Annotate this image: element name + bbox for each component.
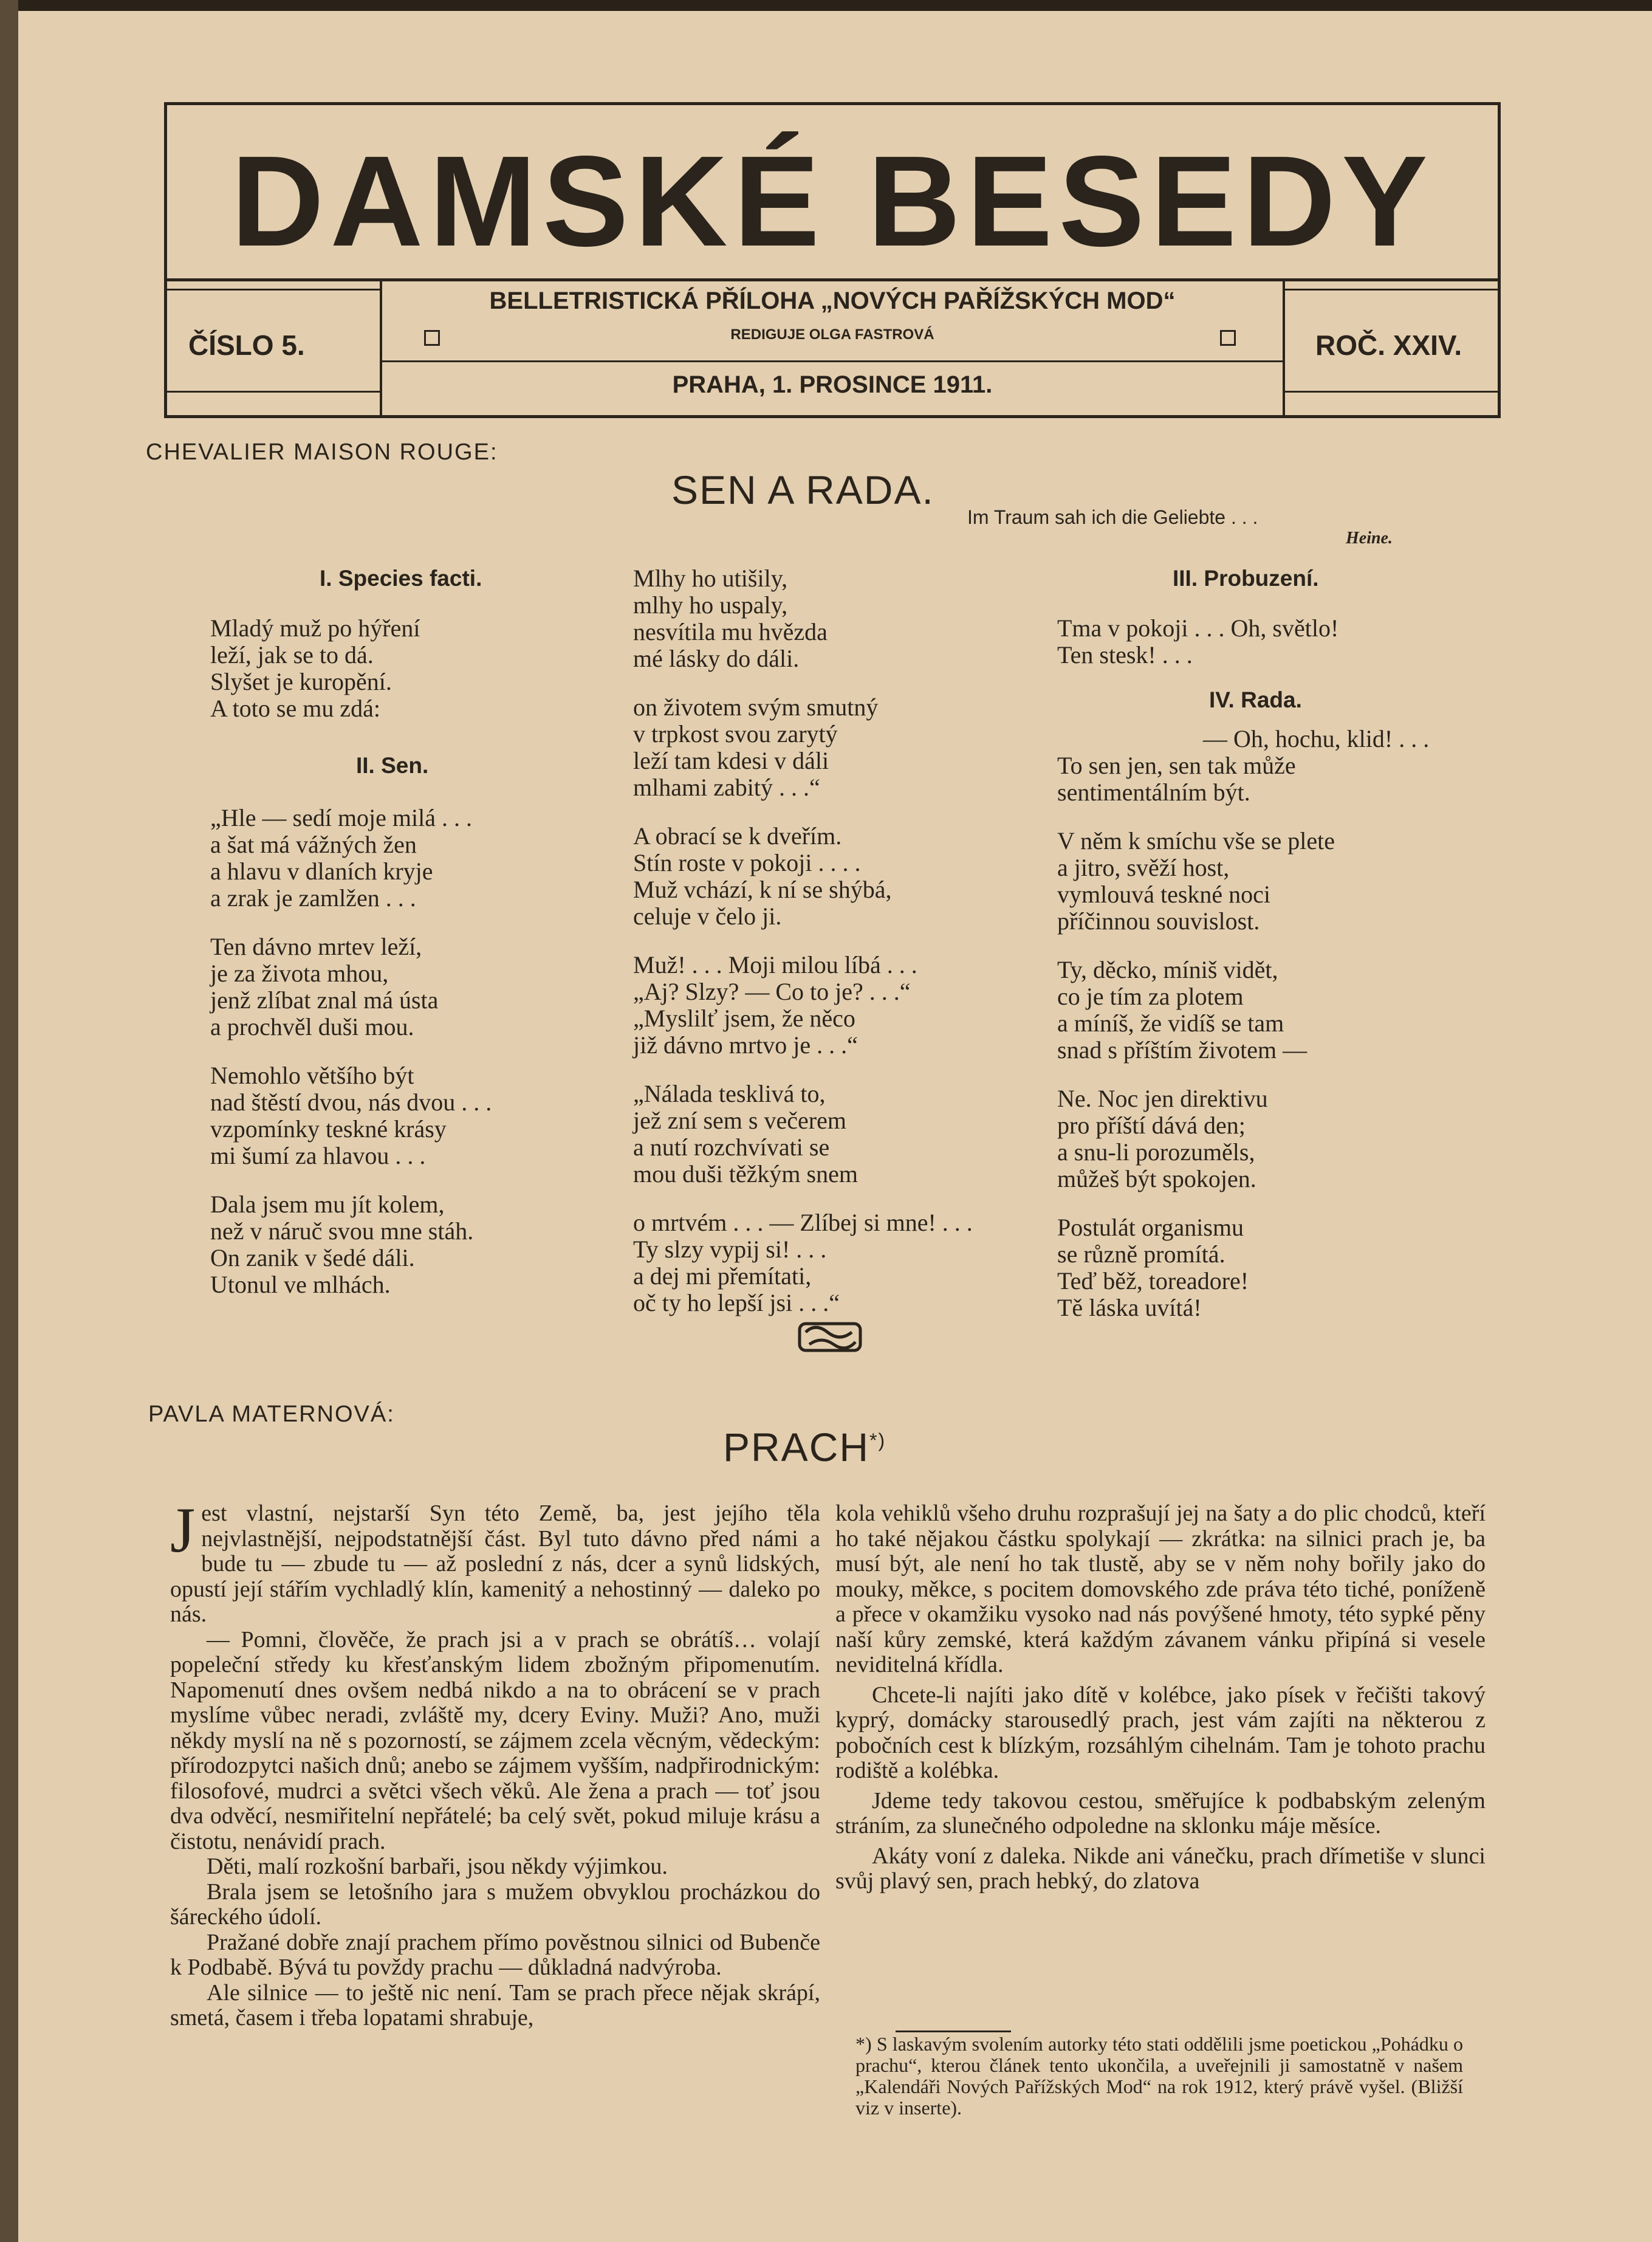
poem-stanza	[633, 952, 973, 1059]
poem-column-1	[210, 565, 492, 1320]
poem-line: a nutí rozchvívati se	[633, 1133, 830, 1161]
masthead	[164, 102, 1501, 418]
poem-line: Ne. Noc jen direktivu	[1057, 1085, 1268, 1112]
poem-stanza	[633, 565, 973, 672]
masthead-rule	[167, 391, 380, 393]
poem-line: je za života mhou,	[210, 960, 389, 987]
footnote-mark: *)	[869, 1429, 886, 1451]
footnote-rule	[896, 2031, 1011, 2032]
square-ornament-icon	[1220, 330, 1236, 346]
poem-line: Tma v pokoji . . . Oh, světlo!	[1057, 614, 1339, 642]
poem-stanza	[1057, 828, 1429, 935]
prose-paragraph: Chcete-li najíti jako dítě v kolébce, jako písek v řečišti takový kyprý, domácky starousedlý prach, jest vám zajíti na některou z pobočních cest k blízkým, rozsáhlým cihelnám. Tam je tohoto prachu rodiště a kolébka.	[835, 1682, 1486, 1783]
poem-stanza	[210, 1062, 492, 1169]
poem-line: Stín roste v pokoji . . . .	[633, 849, 861, 876]
poem-line: a prochvěl duši mou.	[210, 1013, 414, 1040]
poem-line: v trpkost svou zarytý	[633, 720, 838, 748]
poem-line: Ty slzy vypij si! . . .	[633, 1236, 827, 1263]
poem-line: „Hle — sedí moje milá . . .	[210, 804, 473, 831]
poem-line: leží tam kdesi v dáli	[633, 747, 829, 774]
poem-line: jež zní sem s večerem	[633, 1107, 846, 1134]
poem-stanza	[633, 1209, 973, 1316]
poem-line: Ten stesk! . . .	[1057, 641, 1193, 669]
poem-line: Muž! . . . Moji milou líbá . . .	[633, 951, 917, 978]
poem-line: On zanik v šedé dáli.	[210, 1244, 415, 1271]
poem-column-2	[633, 565, 973, 1338]
poem-line: mlhami zabitý . . .“	[633, 774, 820, 801]
poem-line: již dávno mrtvo je . . .“	[633, 1031, 858, 1059]
poem-line: snad s příštím životem —	[1057, 1036, 1308, 1064]
poem-stanza	[1057, 957, 1429, 1064]
poem-stanza	[1057, 726, 1429, 806]
newspaper-page	[18, 11, 1652, 2242]
poem-line: sentimentálním být.	[1057, 779, 1250, 806]
prose-author: PAVLA MATERNOVÁ:	[148, 1401, 395, 1427]
square-ornament-icon	[424, 330, 440, 346]
masthead-subtitle: BELLETRISTICKÁ PŘÍLOHA „NOVÝCH PAŘÍŽSKÝCH MOD“	[489, 287, 1176, 314]
poem-line: a jitro, svěží host,	[1057, 854, 1230, 881]
footnote: *) S laskavým svolením autorky této stati oddělili jsme poetickou „Pohádku o prachu“, kterou článek tento ukončila, a uveřejnili ji samostatně v našem „Kalendáři Nových Pařížských Mod“ na rok 1912, který právě vyšel. (Bližší viz v inserte).	[855, 2033, 1463, 2119]
poem-line: Muž vchází, k ní se shýbá,	[633, 876, 892, 903]
poem-stanza	[210, 615, 492, 722]
prose-column-left	[170, 1494, 820, 2031]
poem-line: vymlouvá teskné noci	[1057, 881, 1271, 908]
poem-line: „Myslilť jsem, že něco	[633, 1005, 855, 1032]
prose-paragraph: Ale silnice — to ještě nic není. Tam se prach přece nějak skrápí, smetá, časem i třeba lopatami shrabuje,	[170, 1979, 820, 2031]
masthead-rule	[1285, 391, 1498, 393]
poem-line: Ten dávno mrtev leží,	[210, 933, 422, 960]
poem-stanza	[210, 934, 492, 1040]
poem-line: než v náruč svou mne stáh.	[210, 1217, 474, 1245]
decorative-ornament-icon	[797, 1318, 864, 1357]
poem-section-heading: I. Species facti.	[320, 566, 482, 591]
poem-author: CHEVALIER MAISON ROUGE:	[146, 439, 498, 465]
poem-line: Slyšet je kuropění.	[210, 668, 392, 695]
poem-line: a zrak je zamlžen . . .	[210, 884, 416, 912]
poem-line: nesvítila mu hvězda	[633, 618, 828, 645]
poem-line: mé lásky do dáli.	[633, 645, 800, 672]
volume-number: ROČ. XXIV.	[1315, 329, 1462, 361]
prose-title-text: PRACH	[723, 1425, 870, 1470]
poem-line: — Oh, hochu, klid! . . .	[1203, 725, 1430, 752]
poem-line: Nemohlo většího být	[210, 1062, 414, 1089]
poem-line: vzpomínky teskné krásy	[210, 1115, 447, 1143]
prose-paragraph: Brala jsem se letošního jara s mužem obvyklou procházkou do šáreckého údolí.	[170, 1879, 820, 1930]
poem-line: a hlavu v dlaních kryje	[210, 858, 433, 885]
prose-paragraph: Děti, malí rozkošní barbaři, jsou někdy výjimkou.	[207, 1854, 668, 1879]
drop-cap: J	[170, 1494, 196, 1566]
poem-line: Mlhy ho utišily,	[633, 565, 788, 592]
prose-paragraph: Akáty voní z daleka. Nikde ani vánečku, prach dřímetiše v slunci svůj plavý sen, prach hebký, do zlatova	[835, 1843, 1486, 1894]
masthead-editor: REDIGUJE OLGA FASTROVÁ	[730, 326, 934, 343]
poem-stanza	[1057, 1085, 1429, 1192]
poem-line: Utonul ve mlhách.	[210, 1271, 391, 1298]
poem-stanza	[210, 1191, 492, 1298]
poem-line: co je tím za plotem	[1057, 983, 1244, 1010]
poem-line: a dej mi přemítati,	[633, 1262, 812, 1290]
poem-stanza	[633, 823, 973, 930]
poem-section-heading: IV. Rada.	[1209, 687, 1302, 712]
poem-line: A obrací se k dveřím.	[633, 822, 842, 850]
poem-line: Ty, děcko, míniš vidět,	[1057, 956, 1278, 983]
poem-line: celuje v čelo ji.	[633, 903, 782, 930]
poem-line: a šat má vážných žen	[210, 831, 417, 858]
poem-line: Dala jsem mu jít kolem,	[210, 1191, 445, 1218]
poem-line: mi šumí za hlavou . . .	[210, 1142, 426, 1169]
poem-motto: Im Traum sah ich die Geliebte . . .	[967, 506, 1258, 528]
poem-line: mlhy ho uspaly,	[633, 591, 788, 619]
poem-line: můžeš být spokojen.	[1057, 1165, 1256, 1192]
prose-column-right	[835, 1501, 1486, 1894]
poem-line: o mrtvém . . . — Zlíbej si mne! . . .	[633, 1209, 973, 1236]
masthead-date: PRAHA, 1. PROSINCE 1911.	[672, 371, 993, 398]
poem-line: „Aj? Slzy? — Co to je? . . .“	[633, 978, 911, 1005]
poem-line: se různě promítá.	[1057, 1240, 1225, 1268]
poem-line: A toto se mu zdá:	[210, 695, 380, 722]
prose-paragraph: — Pomni, člověče, že prach jsi a v prach se obrátíš… volají popeleční středy ku křesťanským lidem zbožným připomenutím. Napomenutí dnes ovšem nedbá nikdo a na to obrácení se v prach myslíme vůbec neradi, zvláště my, dcery Eviny. Muži? Ano, muži někdy myslí na ně s pozorností, se zájmem zcela věcným, vědeckým: přírodozpytci našich dnů; anebo se zájmem vyšším, nadpřirodnickým: filosofové, mudrci a světci všech věků. Ale žena a prach — toť jsou dva odvěcí, nesmiřitelní nepřátelé; ba celý svět, pokud miluje krásu a čistotu, nenávidí prach.	[170, 1626, 820, 1854]
poem-line: oč ty ho lepší jsi . . .“	[633, 1289, 840, 1316]
poem-line: on životem svým smutný	[633, 693, 879, 721]
poem-line: To sen jen, sen tak může	[1057, 752, 1296, 779]
poem-stanza	[1057, 615, 1429, 669]
poem-line: „Nálada tesklivá to,	[633, 1080, 826, 1107]
poem-stanza	[633, 694, 973, 801]
masthead-rule	[167, 289, 380, 291]
poem-section-heading: III. Probuzení.	[1173, 566, 1319, 591]
poem-line: Mladý muž po hýření	[210, 614, 420, 642]
prose-title	[723, 1424, 886, 1470]
prose-paragraph: kola vehiklů všeho druhu rozprašují jej na šaty a do plic chodců, kteří ho také nějakou částku spolykají — zkrátka: na silnici prach je, ba musí být, ale není ho tak tlustě, aby se v něm nohy bořily jako do mouky, měkce, s pocitem domovského zde práva této tiché, poníženě a přece v okamžiku vysoko nad nás povýšené hmoty, této sypké pěny naší kůry zemské, která každým závanem vánku připíná si vesele neviditelná křídla.	[835, 1501, 1486, 1677]
poem-line: mou duši těžkým snem	[633, 1160, 858, 1188]
poem-line: jenž zlíbat znal má ústa	[210, 986, 439, 1014]
issue-number: ČÍSLO 5.	[188, 329, 305, 361]
prose-paragraph: Jdeme tedy takovou cestou, směřujíce k podbabským zeleným stráním, za slunečného odpoledne na sklonku máje měsíce.	[835, 1787, 1486, 1838]
masthead-rule	[380, 360, 1285, 362]
masthead-rule	[1285, 289, 1498, 291]
poem-stanza	[210, 805, 492, 912]
masthead-rule	[167, 278, 1498, 281]
poem-line: Teď běž, toreadore!	[1057, 1267, 1249, 1295]
poem-line: nad štěstí dvou, nás dvou . . .	[210, 1088, 492, 1116]
poem-line: pro příští dává den;	[1057, 1112, 1246, 1139]
poem-line: leží, jak se to dá.	[210, 641, 374, 669]
poem-section-heading: II. Sen.	[356, 753, 429, 778]
prose-paragraph: Pražané dobře znají prachem přímo pověstnou silnici od Bubenče k Podbabě. Bývá tu povždy prachu — důkladná nadvýroba.	[170, 1929, 820, 1980]
poem-line: a snu-li porozuměls,	[1057, 1138, 1255, 1166]
poem-line: V něm k smíchu vše se plete	[1057, 827, 1335, 855]
poem-line: příčinnou souvislost.	[1057, 907, 1260, 935]
page-spine	[0, 0, 18, 2242]
poem-line: a míníš, že vidíš se tam	[1057, 1009, 1284, 1037]
masthead-title: DAMSKÉ BESEDY	[231, 129, 1434, 273]
poem-line: Tě láska uvítá!	[1057, 1294, 1202, 1321]
poem-stanza	[1057, 1214, 1429, 1321]
poem-title: SEN A RADA.	[671, 467, 934, 512]
poem-line: Postulát organismu	[1057, 1214, 1244, 1241]
poem-motto-author: Heine.	[1346, 529, 1393, 548]
poem-stanza	[633, 1081, 973, 1188]
poem-column-3	[1057, 565, 1429, 1343]
prose-paragraph	[170, 1494, 820, 1628]
prose-text: est vlastní, nejstarší Syn této Země, ba, jest jejího těla nejvlastnější, nejpodstatnější část. Byl tuto dávno před námi a bude tu — zbude tu — až poslední z nás, dcer a synů lidských, opustí její stářím vychladlý klín, kamenitý a nehostinný — daleko po nás.	[170, 1501, 820, 1627]
